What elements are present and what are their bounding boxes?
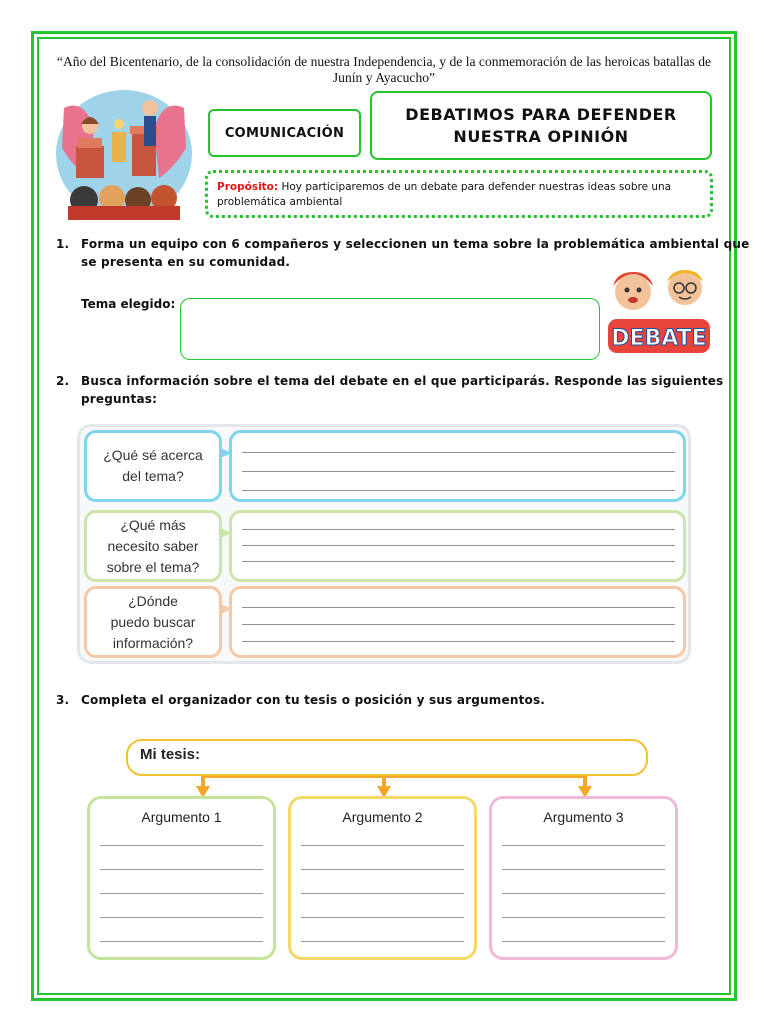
argument-box-1[interactable] — [87, 796, 276, 960]
qa-question-3 — [84, 586, 222, 658]
qa-question-2 — [84, 510, 222, 582]
qa-row-2 — [84, 510, 686, 582]
purpose-box — [205, 170, 713, 218]
answer-line — [502, 869, 665, 870]
connector-arrow — [220, 604, 232, 614]
year-heading: “Año del Bicentenario, de la consolidación de nuestra Independencia, y de la conmemoración de las heroicas batallas de Junín y Ayacucho” — [56, 54, 712, 85]
answer-line — [502, 917, 665, 918]
question-2-number: 2. — [56, 374, 70, 388]
answer-line — [301, 941, 464, 942]
connector-arrow — [220, 448, 232, 458]
debate-art-text: DEBATE — [611, 326, 707, 351]
thesis-box[interactable] — [126, 739, 648, 776]
argument-2-title: Argumento 2 — [342, 809, 423, 825]
answer-line — [100, 845, 263, 846]
purpose-text: Hoy participaremos de un debate para defender nuestras ideas sobre una problemática ambiental — [217, 181, 672, 208]
arrow-down-icon — [196, 776, 210, 798]
argument-3-title: Argumento 3 — [543, 809, 624, 825]
question-3 — [56, 691, 545, 709]
answer-line — [242, 529, 675, 530]
subject-label: COMUNICACIÓN — [208, 109, 361, 157]
qa-answer-1[interactable] — [229, 430, 686, 502]
organizer-connector — [203, 776, 585, 778]
qa-question-1-line-2: del tema? — [122, 468, 184, 484]
qa-question-2-line-3: sobre el tema? — [106, 558, 200, 575]
answer-line — [242, 624, 675, 625]
thesis-label: Mi tesis: — [140, 746, 201, 763]
qa-answer-2[interactable] — [229, 510, 686, 582]
arrow-down-icon — [377, 776, 391, 798]
page-title — [370, 91, 712, 160]
tema-label: Tema elegido: — [81, 297, 176, 311]
answer-line — [242, 545, 675, 546]
connector-arrow — [220, 528, 232, 538]
arrow-down-icon — [578, 776, 592, 798]
debate-illustration — [54, 88, 194, 220]
answer-line — [100, 869, 263, 870]
question-3-text: Completa el organizador con tu tesis o posición y sus argumentos. — [81, 693, 546, 707]
answer-line — [301, 869, 464, 870]
qa-question-1-line-1: ¿Qué sé acerca — [103, 447, 203, 463]
qa-question-3-line-2: puedo buscar — [110, 613, 196, 630]
question-2 — [56, 372, 723, 408]
question-2-text-line-1: Busca información sobre el tema del debate en el que participarás. Responde las siguientes — [81, 374, 724, 388]
answer-line — [301, 917, 464, 918]
title-line-2: NUESTRA OPINIÓN — [453, 126, 629, 146]
argument-box-3[interactable] — [489, 796, 678, 960]
answer-line — [301, 893, 464, 894]
argument-1-title: Argumento 1 — [141, 809, 222, 825]
answer-line — [502, 893, 665, 894]
answer-line — [502, 941, 665, 942]
qa-question-1 — [84, 430, 222, 502]
answer-line — [242, 607, 675, 608]
answer-line — [242, 561, 675, 562]
purpose-label: Propósito: — [217, 181, 279, 193]
answer-line — [242, 471, 675, 472]
qa-question-2-line-1: ¿Qué más — [120, 516, 186, 533]
answer-line — [100, 941, 263, 942]
qa-question-3-line-1: ¿Dónde — [128, 592, 178, 609]
answer-line — [242, 452, 675, 453]
title-line-1: DEBATIMOS PARA DEFENDER — [405, 104, 677, 124]
qa-row-1 — [84, 430, 686, 502]
answer-line — [100, 893, 263, 894]
tema-input-box[interactable] — [180, 298, 600, 360]
answer-line — [100, 917, 263, 918]
question-3-number: 3. — [56, 693, 70, 707]
qa-question-3-line-3: información? — [112, 634, 194, 651]
question-2-text-line-2: preguntas: — [81, 392, 158, 406]
answer-line — [301, 845, 464, 846]
argument-box-2[interactable] — [288, 796, 477, 960]
question-1-text-line-2: se presenta en su comunidad. — [81, 255, 291, 269]
question-1-text-line-1: Forma un equipo con 6 compañeros y seleccionen un tema sobre la problemática ambiental que — [81, 237, 750, 251]
answer-line — [242, 490, 675, 491]
answer-line — [242, 641, 675, 642]
qa-row-3 — [84, 586, 686, 658]
qa-question-2-line-2: necesito saber — [107, 537, 199, 554]
question-1-number: 1. — [56, 237, 70, 251]
answer-line — [502, 845, 665, 846]
qa-answer-3[interactable] — [229, 586, 686, 658]
debate-kids-art — [603, 266, 715, 358]
